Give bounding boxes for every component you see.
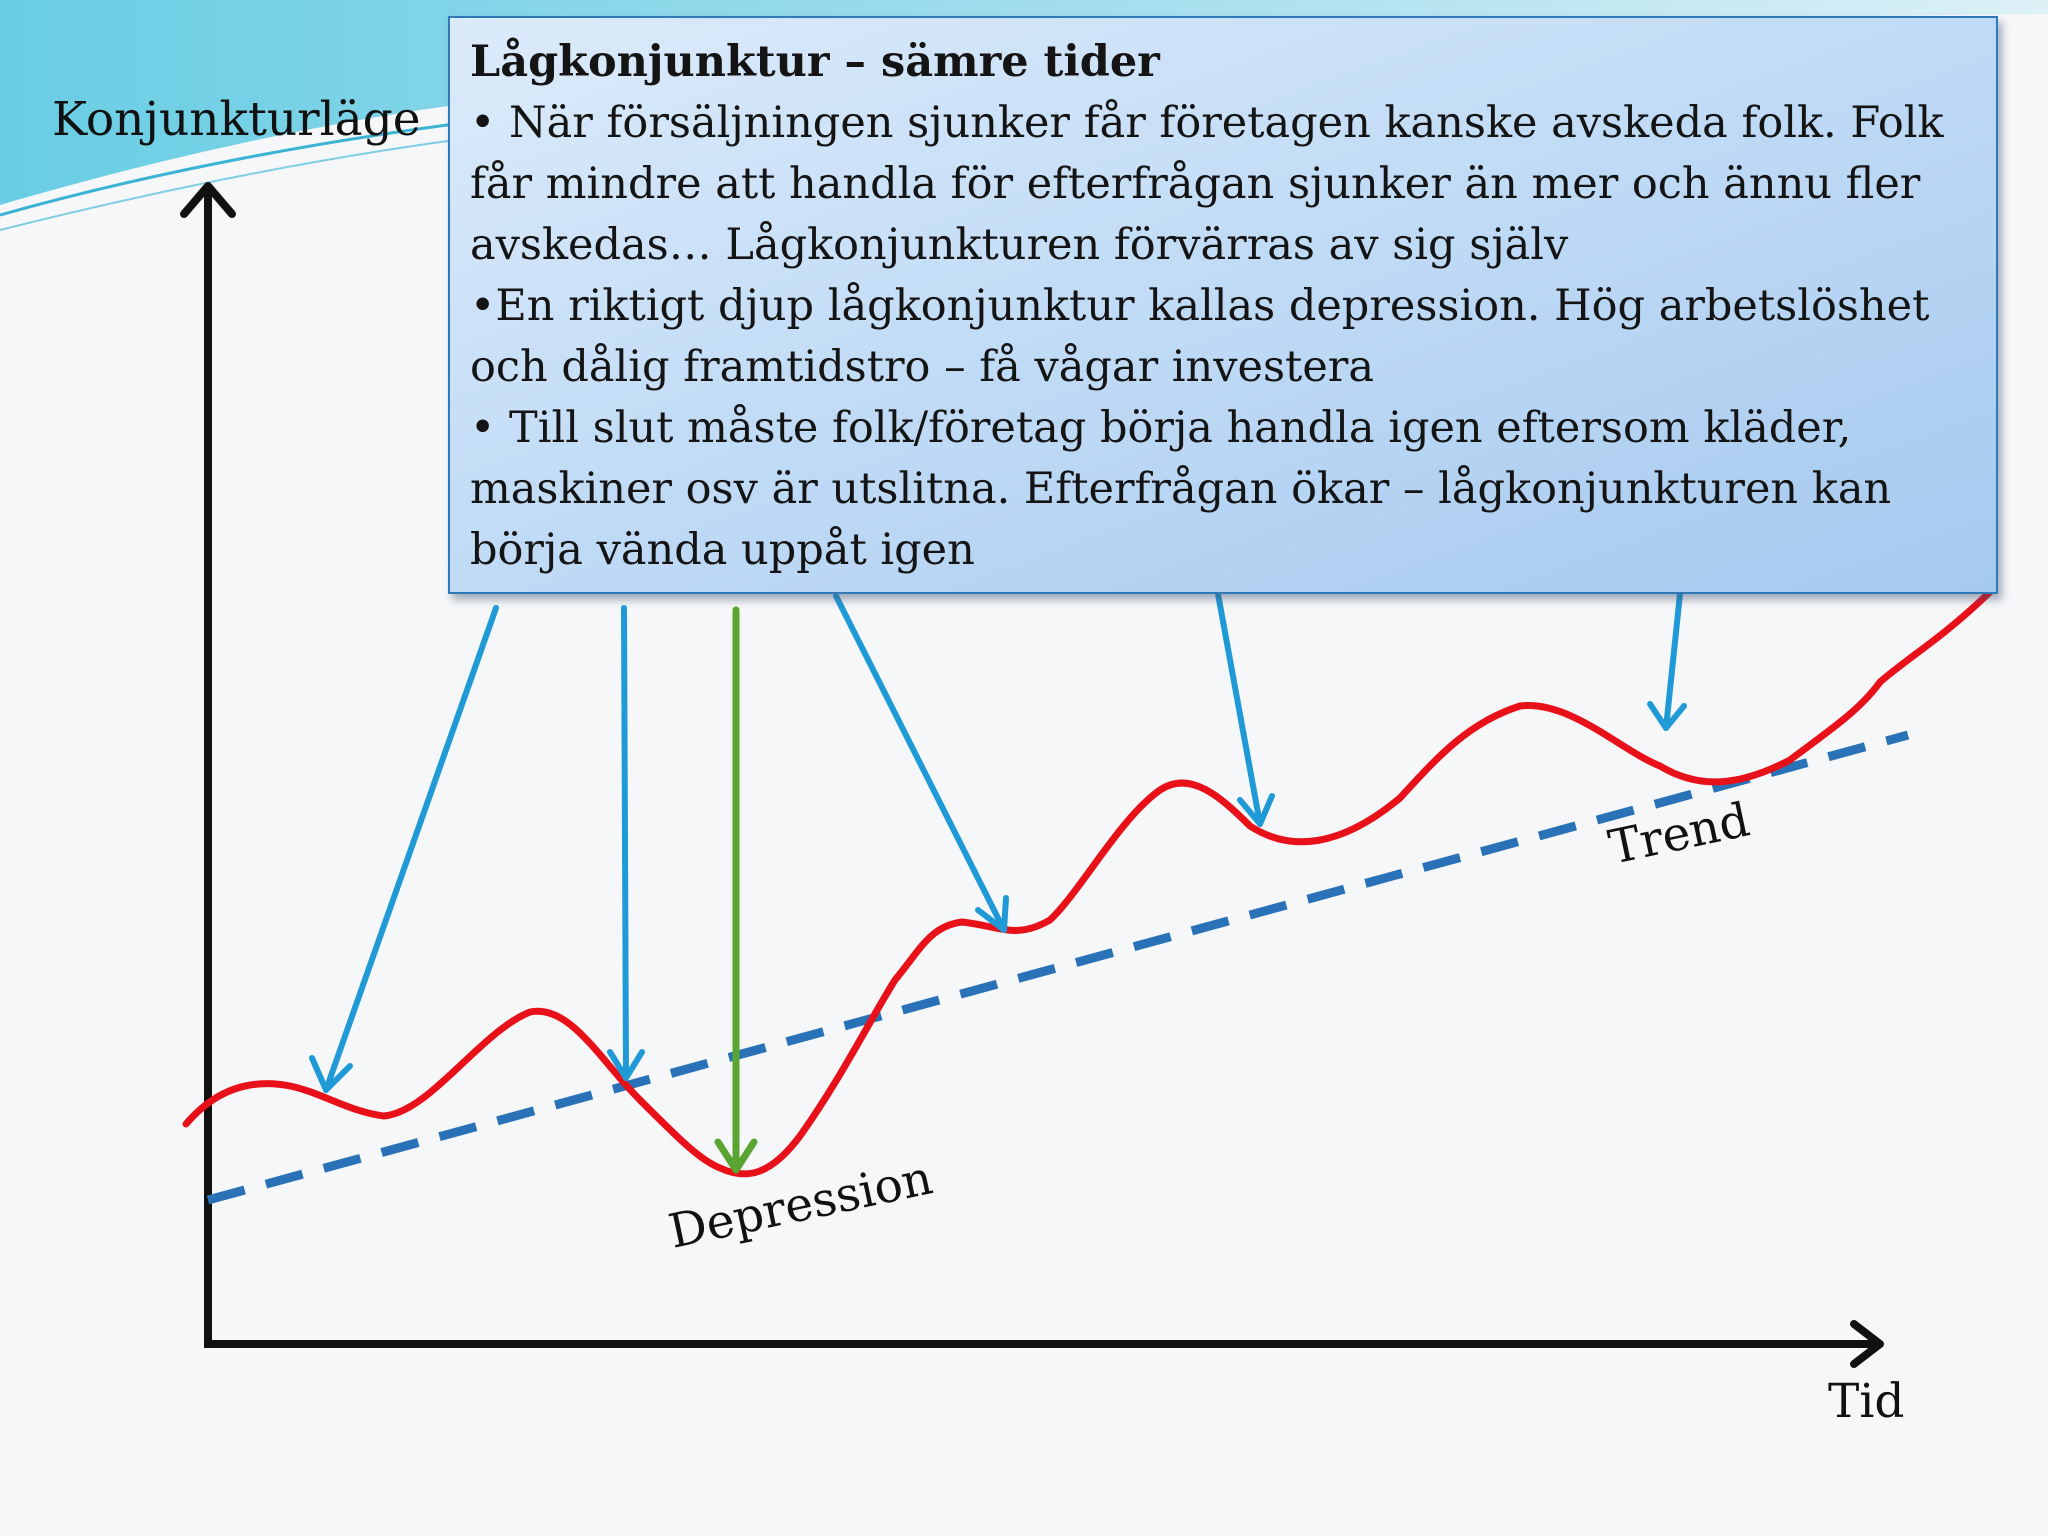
info-box-line: •En riktigt djup lågkonjunktur kallas depression. Hög arbetslöshet <box>470 281 1930 331</box>
pointer-arrow-3 <box>836 596 1004 930</box>
info-box-line: börja vända uppåt igen <box>470 525 975 575</box>
business-cycle-curve <box>186 592 1990 1174</box>
info-box-line: får mindre att handla för efterfrågan sjunker än mer och ännu fler <box>470 159 1921 209</box>
info-box-line: • Till slut måste folk/företag börja handla igen eftersom kläder, <box>470 403 1852 453</box>
info-box-line: och dålig framtidstro – få vågar investera <box>470 342 1374 392</box>
info-box-line: avskedas… Lågkonjunkturen förvärras av sig själv <box>470 220 1569 270</box>
pointer-arrow-2 <box>624 608 626 1078</box>
info-box-line: maskiner osv är utslitna. Efterfrågan ökar – lågkonjunkturen kan <box>470 464 1892 514</box>
x-axis-label: Tid <box>1828 1374 1905 1429</box>
depression-label: Depression <box>664 1150 938 1260</box>
pointer-arrow-1 <box>326 608 496 1090</box>
trend-line <box>208 735 1908 1200</box>
info-box-line: • När försäljningen sjunker får företagen kanske avskeda folk. Folk <box>470 98 1944 148</box>
recession-info-box <box>448 16 1998 594</box>
pointer-arrow-5 <box>1666 594 1680 728</box>
trend-label: Trend <box>1604 792 1755 876</box>
pointer-arrow-4 <box>1218 594 1260 824</box>
y-axis-label: Konjunkturläge <box>52 92 421 147</box>
info-box-title: Lågkonjunktur – sämre tider <box>470 37 1160 87</box>
